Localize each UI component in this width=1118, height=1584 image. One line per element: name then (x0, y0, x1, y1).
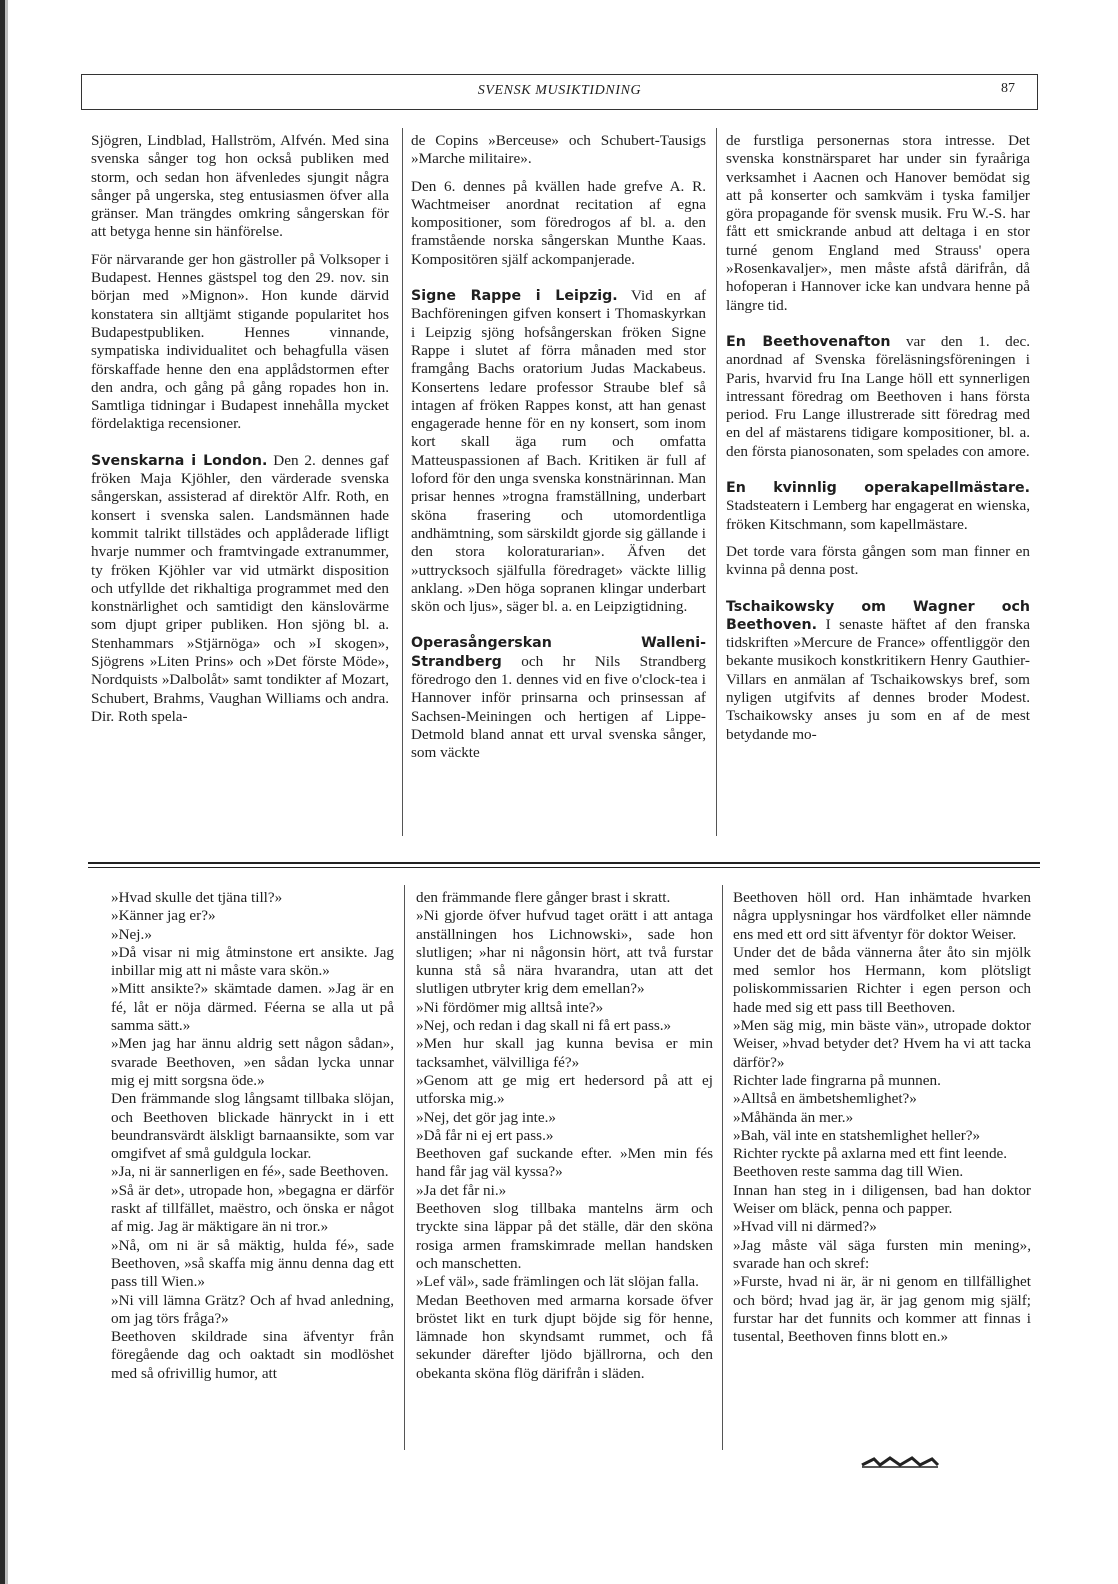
dialogue-line: »Bah, väl inte en statshemlighet heller?» (733, 1126, 981, 1144)
top-column-1 (91, 132, 389, 726)
dialogue-line: »Jag måste väl säga fursten min mening», svarade han och skref: (733, 1236, 1031, 1272)
dialogue-line: »Ni fördömer mig alltså inte?» (416, 998, 604, 1016)
section-divider-thin (88, 867, 1040, 868)
dialogue-line: »Hvad skulle det tjäna till?» (111, 889, 283, 906)
article-heading: Operasångerskan Walleni-Strandberg (411, 635, 706, 670)
paragraph: Det torde vara första gången som man finner en kvinna på denna post. (726, 542, 1030, 579)
dialogue-line: Richter ryckte på axlarna med ett fint leende. (733, 1145, 1008, 1163)
paragraph: Sjögren, Lindblad, Hallström, Alfvén. Med sina svenska sånger tog hon också publiken med storm, och sedan hon äfvenledes sjungit några sånger på ungerska, steg entusiasmen öfver alla gränser. Man trängdes omkring sångerskan för att betyga henne sin hänförelse. (91, 132, 389, 241)
page-number: 87 (1001, 81, 1015, 96)
column-rule (716, 128, 717, 836)
dialogue-line: »Ni vill lämna Grätz? Och af hvad anledning, om jag törs fråga?» (111, 1291, 394, 1327)
dialogue-line: »Men säg mig, min bäste vän», utropade doktor Weiser, »hvad betyder det? Hvem ha vi att tacka därför?» (733, 1017, 1031, 1071)
dialogue-line: »Furste, hvad ni är, är ni genom en tillfällighet och börd; hvad jag är, är jag genom mig själf; furstar har det funnits och kommer att finnas i tusental, Beethoven finns blott en.» (733, 1273, 1031, 1346)
article-text: och hr Nils Strandberg föredrogo den 1. dennes vid en five o'clock-tea i Hannover inför prinsarna och prinsessan af Sachsen-Meiningen och hertigen af Lippe-Detmold bland annat ett urval svenska sånger, som väckte (411, 652, 706, 762)
article-text: Stadsteatern i Lemberg har engagerat en wienska, fröken Kitschmann, som kapellmästare. (726, 497, 1030, 533)
article-signe-rappe (411, 287, 706, 616)
article-heading: Tschaikowsky om Wagner och Beethoven. (726, 598, 1030, 633)
dialogue-line: »Men hur skall jag kunna bevisa er min tacksamhet, välvilliga fé?» (416, 1035, 713, 1071)
article-text: Den 2. dennes gaf fröken Maja Kjöhler, den värderade svenska sångerskan, assisterad af direktör Alfr. Roth, en konsert i svenska salen. Landsmännen hade kommit talrikt tillstädes och applåderade lifligt hvarje nummer och framtvingade extranummer, ty fröken Kjöhler var vid utmärkt disposition och utfyllde det rikhaltiga programmet med den konstnärlighet och samtidigt den känslovärme som djupt griper publiken. Hon sjöng bl. a. Stenhammars »Stjärnöga» och »I skogen», Sjögrens »Liten Prins» och »Det förste Möde», Nordquists »Dalbolåt» samt tondikter af Mozart, Schubert, Brahms, Vaughan Williams och andra. Dir. Roth spela- (91, 451, 389, 725)
dialogue-line: Innan han steg in i diligensen, bad han doktor Weiser om bläck, penna och papper. (733, 1181, 1031, 1218)
paragraph: de Copins »Berceuse» och Schubert-Tausigs »Marche militaire». (411, 132, 706, 168)
article-text: I senaste häftet af den franska tidskriften »Mercure de France» offentliggör den bekante musikoch konstkritikern Henry Gauthier-Villars en anmälan af Tschaikowskys bref, som nyligen utgifvits af dennes broder Modest. Tschaikowsky anses ju som en af de mest betydande mo- (726, 615, 1030, 743)
dialogue-line: »Måhända än mer.» (733, 1108, 854, 1126)
article-text: var den 1. dec. anordnad af Svenska föreläsningsföreningen i Paris, hvarvid fru Ina Lange höll ett synnerligen intressant föredrag om Beethoven i hans första period. Fru Lange illustrerade sitt föredrag med en del af mästarens tidigare kompositioner, bl. a. den första pianosonaten, som spelades con amore. (726, 332, 1031, 460)
dialogue-line: Den främmande slog långsamt tillbaka slöjan, och Beethoven blickade hänryckt in i ett beundransvärdt älskligt barnaansikte, som var omgifvet af små guldgula lockar. (111, 1090, 394, 1163)
top-column-2 (411, 132, 706, 763)
dialogue-line: »Nå, om ni är så mäktig, hulda fé», sade Beethoven, »så skaffa mig ännu denna dag ett pass till Wien.» (111, 1236, 394, 1291)
dialogue-line: Beethoven gaf suckande efter. »Men min fés hand får jag väl kyssa?» (416, 1145, 713, 1181)
article-heading: En kvinnlig operakapellmästare. (726, 480, 1030, 497)
dialogue-line: Beethoven reste samma dag till Wien. (733, 1163, 964, 1181)
dialogue-line: »Nej.» (111, 925, 152, 943)
dialogue-line: »Men jag har ännu aldrig sett någon sådan», svarade Beethoven, »en sådan lycka unnar mig ej mitt sorgsna öde.» (111, 1035, 394, 1089)
dialogue-line: »Ja, ni är sannerligen en fé», sade Beethoven. (111, 1163, 389, 1181)
paragraph: Den 6. dennes på kvällen hade grefve A. R. Wachtmeiser anordnat recitation af egna kompositioner, som föredrogos af bl. a. den framstående norska sångerskan Munthe Kaas. Kompositören själf ackompanjerade. (411, 177, 706, 268)
column-rule (722, 885, 723, 1450)
dialogue-line: »Känner jag er?» (111, 907, 216, 925)
journal-title: SVENSK MUSIKTIDNING (477, 83, 642, 98)
dialogue-line: »Lef väl», sade främlingen och lät slöjan falla. (416, 1273, 699, 1291)
bottom-column-2 (416, 889, 713, 1383)
article-text: Vid en af Bachföreningen gifven konsert i Thomaskyrkan i Leipzig sjöng hofsångerskan fröken Signe Rappe i slutet af förra månaden med stor framgång Bachs oratorium Judas Mackabeus. Konsertens ledare professor Straube blef så intagen af fröken Rappes konst, att han genast engagerade henne för en ny konsert, som inom kort skall äga rum och omfatta Matteuspassionen af Bach. Kritiken är full af loford för den unga svenska konstnärinnan. Man prisar hennes »trogna framställning, underbart sköna frasering och utomordentliga andhämtning, som särskildt gjorde sig gällande i den stora koloraturarian». Äfven det »uttrycksoch själfulla föredraget» väckte lillig anklang. »Den höga sopranen klingar underbart skön och ljus», säger bl. a. en Leipzigtidning. (411, 287, 707, 616)
dialogue-line: »Alltså en ämbetshemlighet?» (733, 1090, 917, 1108)
dialogue-line: »Då visar ni mig åtminstone ert ansikte. Jag inbillar mig att ni måste vara skön.» (111, 943, 394, 980)
dialogue-line: »Hvad vill ni därmed?» (733, 1218, 877, 1236)
bottom-column-3 (733, 889, 1031, 1346)
dialogue-line: »Ni gjorde öfver hufvud taget orätt i att antaga anställningen hos Lichnowski», sade hon slutligen; »har ni någonsin hört, att två furstar kunna stå så nära hvarandra, utan att det slutligen utbryter krig dem emellan?» (416, 907, 713, 998)
running-header (81, 74, 1038, 110)
article-heading: En Beethovenafton (726, 333, 891, 350)
scan-edge-shadow (5, 0, 8, 1584)
article-kvinnlig-kapellmastare (726, 479, 1030, 534)
dialogue-line: Beethoven höll ord. Han inhämtade hvarken några upplysningar hos värdfolket eller nämnde ens med ett ord sitt äfventyr för doktor Weiser. (733, 889, 1031, 943)
column-rule (404, 885, 405, 1450)
article-tschaikowsky (726, 598, 1030, 744)
dialogue-line: Beethoven skildrade sina äfventyr från föregående dag och oaktadt sin modlöshet med så ofrivillig humor, att (111, 1328, 394, 1382)
article-walleni-strandberg (411, 634, 706, 762)
dialogue-line: »Nej, det gör jag inte.» (416, 1108, 557, 1126)
dialogue-line: den främmande flere gånger brast i skratt. (416, 889, 671, 906)
paragraph: de furstliga personernas stora intresse. Det svenska konstnärsparet har under sin fyraåriga verksamhet i Aacnen och Hanover bemödat sig att på konserter och samkväm i tyska familjer göra propagande för svensk musik. Fru W.-S. har fått ett smickrande anbud att deltaga i en stor turné genom England med Strauss' opera »Rosenkavaljer», men måste afstå därifrån, då hofoperan i Hannover icke kan undvara henne på längre tid. (726, 132, 1030, 314)
dialogue-line: Richter lade fingrarna på munnen. (733, 1071, 941, 1089)
bottom-column-1 (111, 889, 394, 1383)
dialogue-line: Beethoven slog tillbaka mantelns ärm och tryckte sina läppar på det ställe, där den sköna rosiga armen framskimrade mellan handsken och manschetten. (416, 1200, 713, 1272)
dialogue-line: Medan Beethoven med armarna korsade öfver bröstet likt en turk djupt böjde sig för henne, lämnade hon skyndsamt rummet, och få sekunder därefter ljödo bjällrorna, och den obekanta sköna flög därifrån i släden. (416, 1291, 713, 1382)
dialogue-line: »Nej, och redan i dag skall ni få ert pass.» (416, 1017, 672, 1035)
paragraph: För närvarande ger hon gästroller på Volksoper i Budapest. Hennes gästspel tog den 29. nov. sin början med »Mignon». Hon kunde därvid konstatera sin alltjämt stigande popularitet hos Budapestpubliken. Hennes vinnande, sympatiska individualitet och behagfulla väsen förskaffade henne den ena applådstormen efter den andra, och gång på gång ropades hon in. Samtliga tidningar i Budapest innehålla mycket fördelaktiga recensioner. (91, 250, 389, 433)
dialogue-line: Under det de båda vännerna åter åto sin mjölk med semlor hos Hermann, kom plötsligt poliskommissarien Richter i egen person och hade med sig ett pass till Beethoven. (733, 943, 1031, 1016)
article-heading: Signe Rappe i Leipzig. (411, 288, 618, 305)
dialogue-line: »Så är det», utropade hon, »begagna er därför raskt af tillfället, maëstro, och önska er något af mig. Jag är mäktigare än ni tror.» (111, 1181, 394, 1236)
article-heading: Svenskarna i London. (91, 452, 268, 469)
dialogue-line: »Då får ni ej ert pass.» (416, 1126, 554, 1144)
dialogue-line: »Ja det får ni.» (416, 1181, 507, 1199)
dialogue-line: »Genom att ge mig ert hedersord på att ej utforska mig.» (416, 1071, 713, 1108)
end-ornament-icon (860, 1455, 940, 1469)
column-rule (402, 128, 403, 836)
dialogue-line: »Mitt ansikte?» skämtade damen. »Jag är en fé, låt er nöja därmed. Féerna se alla ut på samma sätt.» (111, 980, 394, 1035)
article-beethovenafton (726, 333, 1030, 461)
top-column-3 (726, 132, 1030, 744)
article-svenskarna-london (91, 452, 389, 726)
section-divider (88, 862, 1040, 864)
